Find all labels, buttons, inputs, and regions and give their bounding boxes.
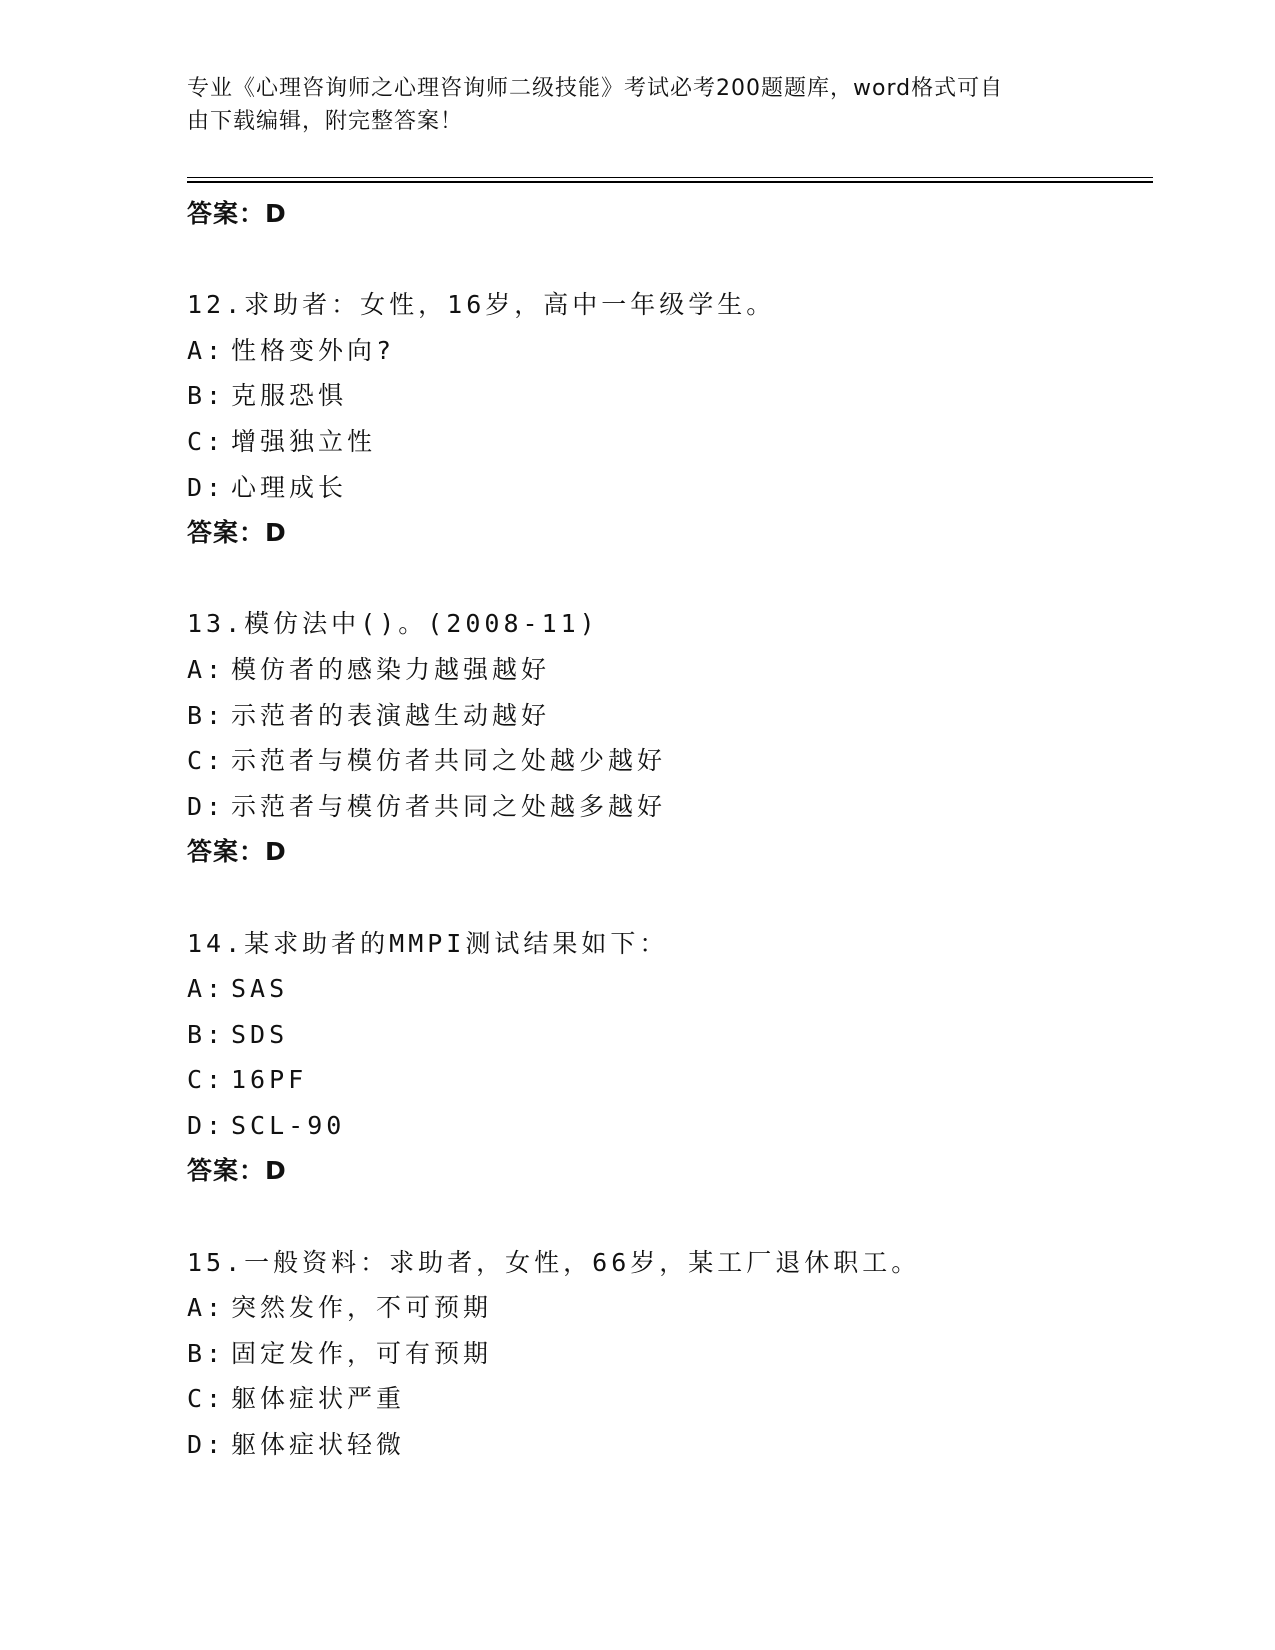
option-key: B:: [187, 700, 226, 730]
option-key: C:: [187, 746, 226, 776]
question-14: [187, 921, 1153, 1195]
option-a: [187, 328, 1153, 374]
option-c: [187, 738, 1153, 784]
option-c: [187, 1376, 1153, 1422]
question-stem: 12.求助者：女性，16岁，高中一年级学生。: [187, 290, 776, 320]
option-text: SAS: [231, 974, 289, 1004]
option-key: B:: [187, 1338, 226, 1368]
option-d: [187, 1103, 1153, 1149]
option-key: A:: [187, 974, 226, 1004]
option-key: A:: [187, 1293, 226, 1323]
option-text: 16PF: [231, 1065, 308, 1095]
option-text: 突然发作，不可预期: [231, 1293, 493, 1323]
option-key: C:: [187, 1384, 226, 1414]
option-text: 示范者的表演越生动越好: [231, 700, 551, 730]
option-key: B:: [187, 1019, 226, 1049]
header-rule-thick: [187, 181, 1153, 183]
option-text: 心理成长: [231, 472, 348, 502]
option-b: [187, 1331, 1153, 1377]
option-c: [187, 1057, 1153, 1103]
option-text: 克服恐惧: [231, 381, 348, 411]
option-d: [187, 1422, 1153, 1468]
question-15: [187, 1240, 1153, 1468]
option-text: 躯体症状严重: [231, 1384, 406, 1414]
option-text: 示范者与模仿者共同之处越多越好: [231, 791, 667, 821]
option-key: C:: [187, 1065, 226, 1095]
option-b: [187, 373, 1153, 419]
header-rule-thin: [187, 177, 1153, 178]
option-d: [187, 465, 1153, 511]
option-key: D:: [187, 1430, 226, 1460]
option-c: [187, 419, 1153, 465]
option-b: [187, 693, 1153, 739]
option-text: 躯体症状轻微: [231, 1430, 406, 1460]
option-text: 性格变外向?: [231, 335, 396, 365]
document-header: [187, 72, 1067, 138]
header-line-2: 由下载编辑，附完整答案！: [187, 109, 464, 134]
question-list: [187, 191, 1153, 1468]
question-stem: 15.一般资料：求助者，女性，66岁，某工厂退休职工。: [187, 1247, 921, 1277]
answer-line: 答案：D: [187, 518, 287, 548]
option-text: 增强独立性: [231, 426, 377, 456]
option-key: A:: [187, 654, 226, 684]
spacer: [187, 875, 1153, 921]
option-text: 模仿者的感染力越强越好: [231, 654, 551, 684]
spacer: [187, 237, 1153, 283]
option-d: [187, 784, 1153, 830]
option-b: [187, 1012, 1153, 1058]
option-a: [187, 647, 1153, 693]
answer-line: 答案：D: [187, 1156, 287, 1186]
option-key: D:: [187, 472, 226, 502]
spacer: [187, 556, 1153, 602]
option-key: C:: [187, 426, 226, 456]
option-key: D:: [187, 791, 226, 821]
question-stem: 14.某求助者的MMPI测试结果如下：: [187, 928, 669, 958]
option-key: B:: [187, 381, 226, 411]
option-text: 固定发作，可有预期: [231, 1338, 493, 1368]
option-key: D:: [187, 1110, 226, 1140]
option-a: [187, 966, 1153, 1012]
header-line-1: 专业《心理咨询师之心理咨询师二级技能》考试必考200题题库，word格式可自: [187, 76, 1004, 101]
option-a: [187, 1285, 1153, 1331]
question-13: [187, 601, 1153, 875]
option-key: A:: [187, 335, 226, 365]
question-12: [187, 282, 1153, 556]
question-stem: 13.模仿法中()。(2008-11): [187, 609, 599, 639]
option-text: 示范者与模仿者共同之处越少越好: [231, 746, 667, 776]
spacer: [187, 1194, 1153, 1240]
option-text: SDS: [231, 1019, 289, 1049]
answer-line: 答案：D: [187, 837, 287, 867]
option-text: SCL-90: [231, 1110, 346, 1140]
previous-answer: 答案：D: [187, 199, 287, 228]
